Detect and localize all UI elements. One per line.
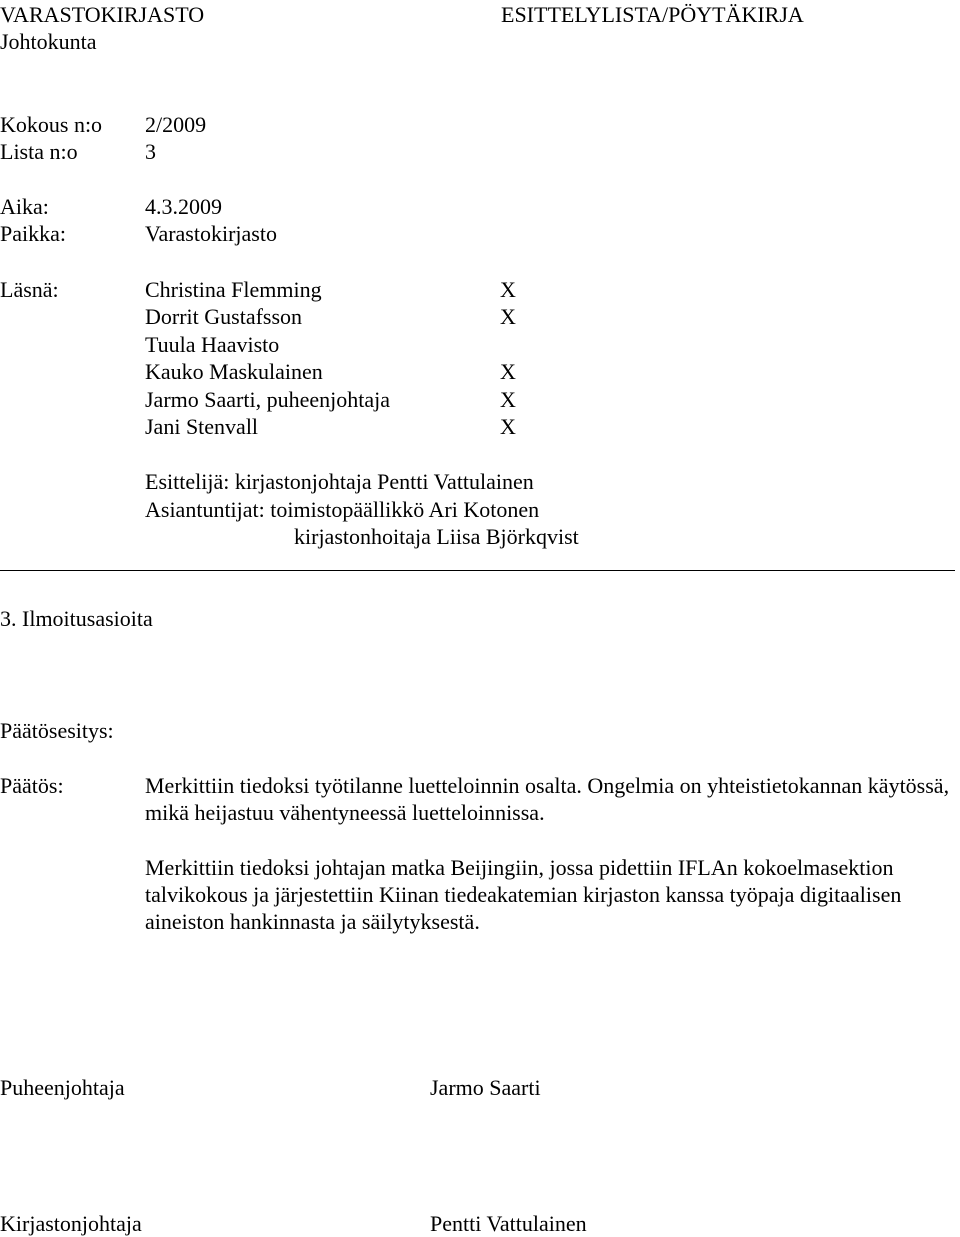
board-name: Johtokunta xyxy=(0,29,97,54)
decision-label: Päätös: xyxy=(0,773,64,798)
proposal-label: Päätösesitys: xyxy=(0,718,114,743)
date-label: Aika: xyxy=(0,194,49,219)
date-value: 4.3.2009 xyxy=(145,194,222,219)
decision-paragraph: Merkittiin tiedoksi johtajan matka Beijingiin, jossa pidettiin IFLAn kokoelmasektion talvikokous ja järjestettiin Kiinan tiedeakatemian kirjaston kanssa työpaja digitaalisen aineiston hankinnasta ja säilytyksestä. xyxy=(145,855,902,934)
attendance-mark: X xyxy=(500,414,516,439)
place-label: Paikka: xyxy=(0,221,66,246)
list-number-value: 3 xyxy=(145,139,156,164)
meeting-number-label: Kokous n:o xyxy=(0,112,103,137)
attendee-name: Jarmo Saarti, puheenjohtaja xyxy=(145,387,390,412)
horizontal-divider xyxy=(0,570,955,571)
meeting-number-value: 2/2009 xyxy=(145,112,207,137)
signature-role: Kirjastonjohtaja xyxy=(0,1211,142,1236)
attendance-mark: X xyxy=(500,359,516,384)
signature-name: Jarmo Saarti xyxy=(430,1075,541,1100)
attendance-mark: X xyxy=(500,387,516,412)
presenter-line: Esittelijä: kirjastonjohtaja Pentti Vattulainen xyxy=(145,469,534,494)
signature-name: Pentti Vattulainen xyxy=(430,1211,587,1236)
attendee-name: Jani Stenvall xyxy=(145,414,259,439)
signature-role: Puheenjohtaja xyxy=(0,1075,125,1100)
place-value: Varastokirjasto xyxy=(145,221,277,246)
attendance-mark: X xyxy=(500,304,516,329)
attendee-name: Dorrit Gustafsson xyxy=(145,304,303,329)
item-title: 3. Ilmoitusasioita xyxy=(0,606,153,631)
experts-line: Asiantuntijat: toimistopäällikkö Ari Kotonen xyxy=(145,497,540,522)
attendance-mark: X xyxy=(500,277,516,302)
attendee-name: Tuula Haavisto xyxy=(145,332,280,357)
decision-paragraph: Merkittiin tiedoksi työtilanne luetteloinnin osalta. Ongelmia on yhteistietokannan käytössä, mikä heijastuu vähentyneessä luetteloinnissa. xyxy=(145,773,950,825)
attendance-label: Läsnä: xyxy=(0,277,59,302)
organization-name: VARASTOKIRJASTO xyxy=(0,2,205,27)
attendee-name: Kauko Maskulainen xyxy=(145,359,323,384)
list-number-label: Lista n:o xyxy=(0,139,78,164)
experts-line-2: kirjastonhoitaja Liisa Björkqvist xyxy=(294,524,579,549)
attendee-name: Christina Flemming xyxy=(145,277,322,302)
document-type: ESITTELYLISTA/PÖYTÄKIRJA xyxy=(501,2,804,27)
